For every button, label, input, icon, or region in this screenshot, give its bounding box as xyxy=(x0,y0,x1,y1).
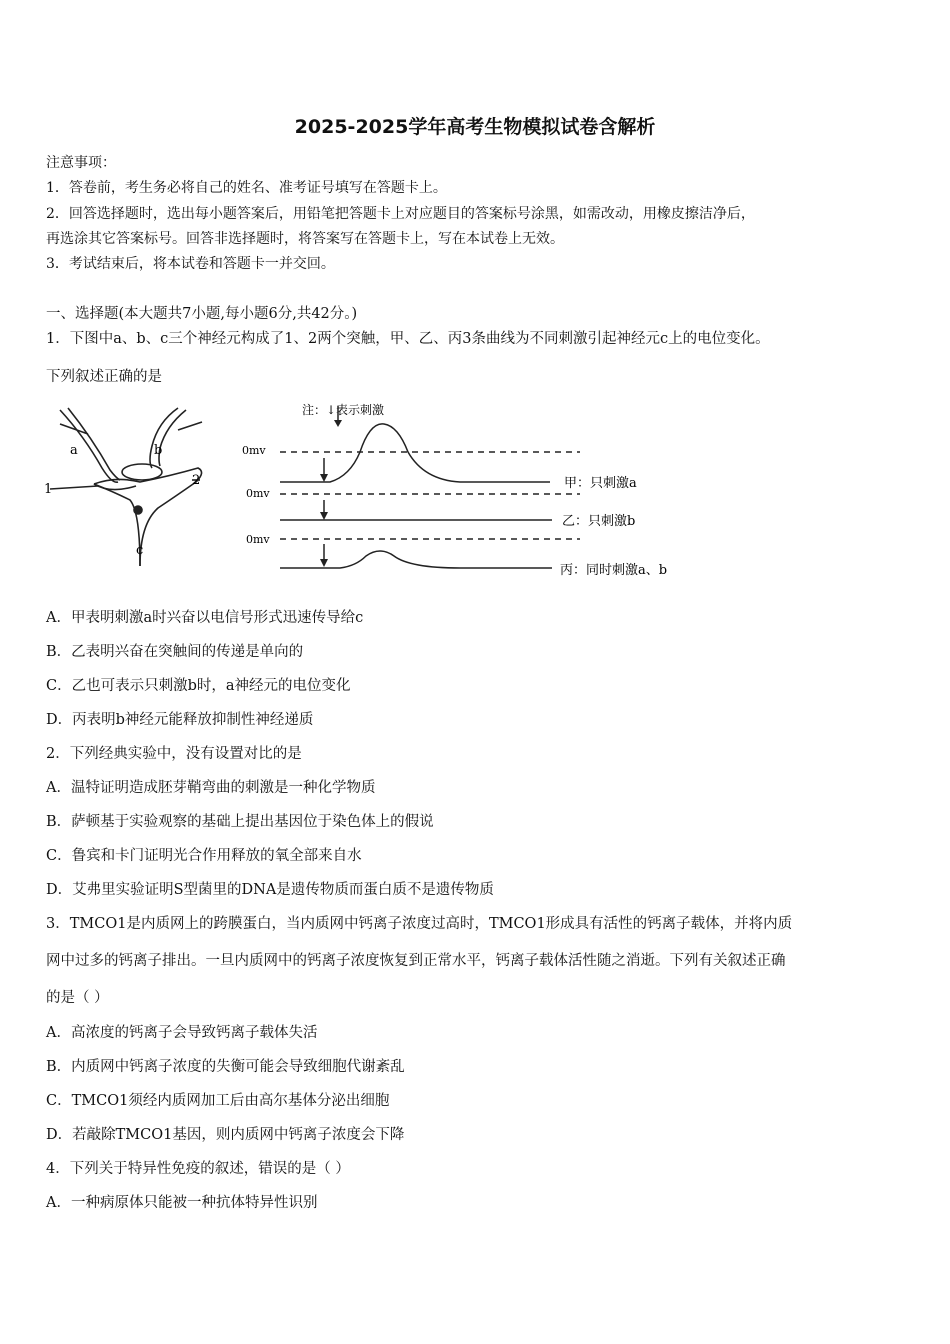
axon-a xyxy=(60,410,118,482)
label-c: c xyxy=(136,543,144,558)
label-b: b xyxy=(154,443,163,458)
arrow-head-2 xyxy=(320,512,328,520)
option-a: A．高浓度的钙离子会导致钙离子载体失活 xyxy=(46,1025,318,1041)
curve-jia xyxy=(280,424,550,482)
notes-item: 1．答卷前，考生务必将自己的姓名、准考证号填写在答题卡上。 xyxy=(46,180,447,196)
zero-label-3: 0mv xyxy=(246,533,270,546)
question-stem: 3．TMCO1是内质网上的跨膜蛋白，当内质网中钙离子浓度过高时，TMCO1形成具有活性的钙离子载体，并将内质 xyxy=(46,916,793,932)
option-b: B．乙表明兴奋在突触间的传递是单向的 xyxy=(46,644,304,660)
axon-b-inner xyxy=(159,410,186,466)
neuron-c-outline xyxy=(94,484,140,566)
stim-b-arrow xyxy=(178,422,202,430)
label-2: 2 xyxy=(192,473,201,488)
zero-label-1: 0mv xyxy=(242,444,266,457)
arrow-head-3 xyxy=(320,559,328,567)
question-stem: 1．下图中a、b、c三个神经元构成了1、2两个突触，甲、乙、丙3条曲线为不同刺激引起神经元c上的电位变化。 xyxy=(46,331,770,347)
option-d: D．艾弗里实验证明S型菌里的DNA是遗传物质而蛋白质不是遗传物质 xyxy=(46,882,494,898)
figure-note: 注：↓表示刺激 xyxy=(302,403,385,417)
neuron-c-top xyxy=(94,484,136,490)
option-c: C．鲁宾和卡门证明光合作用释放的氧全部来自水 xyxy=(46,848,362,864)
option-a: A．甲表明刺激a时兴奋以电信号形式迅速传导给c xyxy=(46,610,364,626)
notes-item: 3．考试结束后，将本试卷和答题卡一并交回。 xyxy=(46,256,335,272)
notes-heading: 注意事项： xyxy=(46,155,116,171)
curve-label-yi: 乙：只刺激b xyxy=(562,514,636,529)
curves xyxy=(280,406,580,568)
label-1-line xyxy=(50,486,98,489)
notes-item: 2．回答选择题时，选出每小题答案后，用铅笔把答题卡上对应题目的答案标号涂黑，如需改动，用橡皮擦洁净后， xyxy=(46,206,755,222)
option-a: A．温特证明造成胚芽鞘弯曲的刺激是一种化学物质 xyxy=(46,780,376,796)
zero-label-2: 0mv xyxy=(246,487,270,500)
neuron-c-nucleus xyxy=(134,506,142,514)
arrow-head-note xyxy=(334,420,342,427)
curve-label-bing: 丙：同时刺激a、b xyxy=(560,563,668,578)
label-a: a xyxy=(70,443,78,458)
arrow-head-1 xyxy=(320,474,328,482)
question-stem: 网中过多的钙离子排出。一旦内质网中的钙离子浓度恢复到正常水平，钙离子载体活性随之消逝。下列有关叙述正确 xyxy=(46,953,786,969)
question-stem: 4．下列关于特异性免疫的叙述，错误的是（ ） xyxy=(46,1161,350,1177)
label-1: 1 xyxy=(44,482,53,497)
option-b: B．内质网中钙离子浓度的失衡可能会导致细胞代谢紊乱 xyxy=(46,1059,405,1075)
option-c: C．乙也可表示只刺激b时，a神经元的电位变化 xyxy=(46,678,351,694)
option-a: A．一种病原体只能被一种抗体特异性识别 xyxy=(46,1195,318,1211)
synapse-terminal xyxy=(122,464,162,480)
neuron-diagram xyxy=(50,408,202,566)
curve-label-jia: 甲：只刺激a xyxy=(564,476,637,491)
neuron-figure xyxy=(40,396,720,586)
neuron-c-body xyxy=(94,468,202,566)
question-stem: 下列叙述正确的是 xyxy=(46,369,162,385)
option-d: D．丙表明b神经元能释放抑制性神经递质 xyxy=(46,712,314,728)
question-stem: 的是（ ） xyxy=(46,990,109,1006)
page-title: 2025-2025学年高考生物模拟试卷含解析 xyxy=(294,116,656,138)
neuron-figure-svg xyxy=(40,396,720,586)
option-c: C．TMCO1须经内质网加工后由高尔基体分泌出细胞 xyxy=(46,1093,390,1109)
option-b: B．萨顿基于实验观察的基础上提出基因位于染色体上的假说 xyxy=(46,814,434,830)
notes-item: 再选涂其它答案标号。回答非选择题时，将答案写在答题卡上，写在本试卷上无效。 xyxy=(46,231,564,247)
section-heading: 一、选择题(本大题共7小题,每小题6分,共42分。) xyxy=(46,306,358,322)
option-d: D．若敲除TMCO1基因，则内质网中钙离子浓度会下降 xyxy=(46,1127,405,1143)
question-stem: 2．下列经典实验中，没有设置对比的是 xyxy=(46,746,302,762)
